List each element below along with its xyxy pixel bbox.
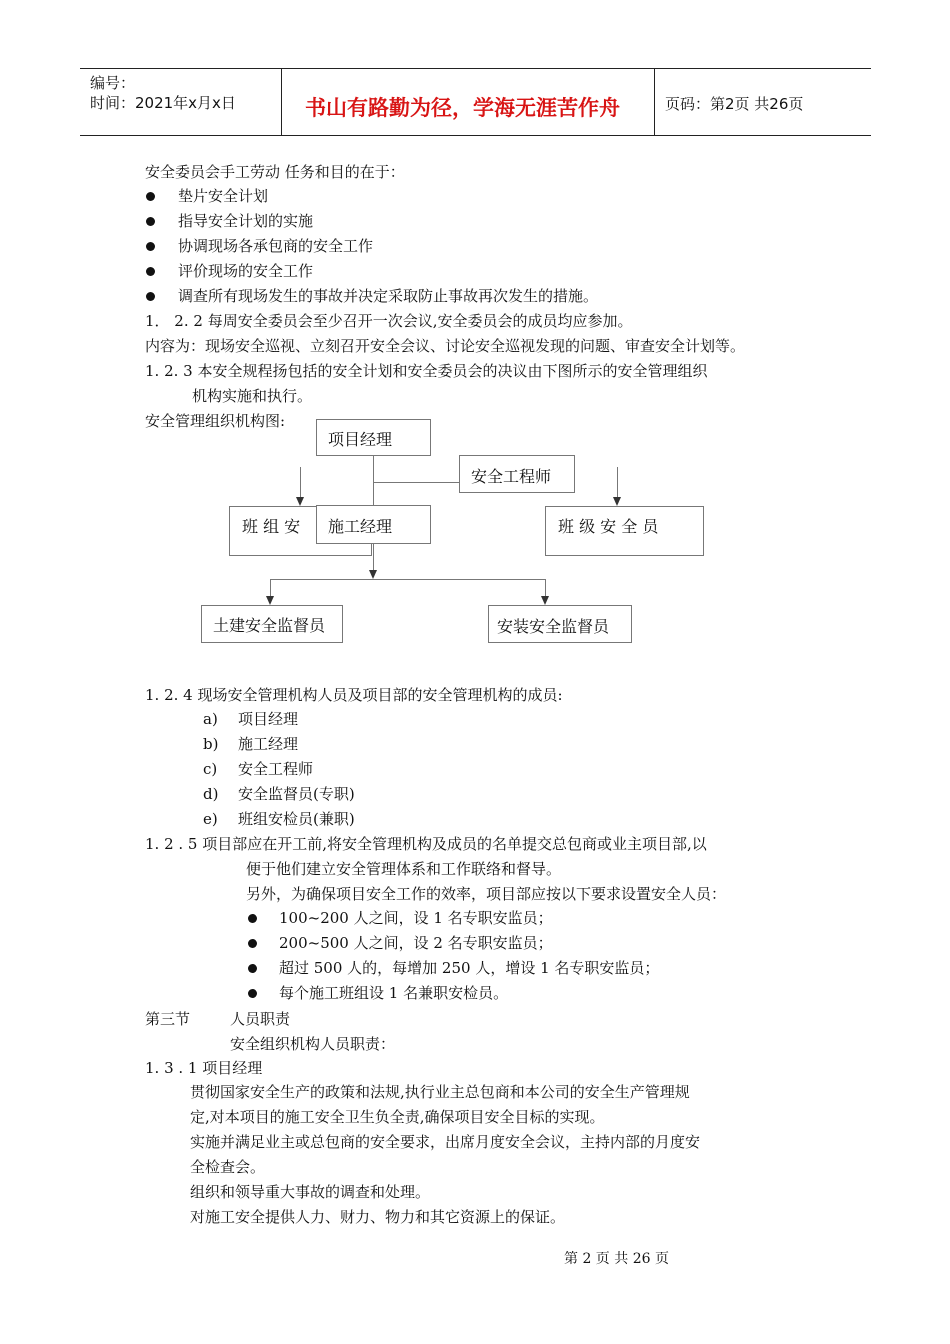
connector-line <box>270 579 546 580</box>
bullet-icon <box>146 217 155 226</box>
header-divider-left <box>281 68 282 135</box>
arrow-down-icon <box>541 596 549 605</box>
intro-text: 安全委员会手工劳动 任务和目的在于： <box>145 163 405 181</box>
node-civil-supervisor-label: 土建安全监督员 <box>213 616 326 635</box>
s125-line3: 另外，为确保项目安全工作的效率，项目部应按以下要求设置安全人员： <box>246 885 727 903</box>
s122-content: 内容为：现场安全巡视、立刻召开安全会议、讨论安全巡视发现的问题、审查安全计划等。 <box>145 337 746 355</box>
page-label: 页码：第2页 共26页 <box>665 95 804 113</box>
list-item: 安全监督员(专职) <box>238 785 355 803</box>
motto: 书山有路勤为径，学海无涯苦作舟 <box>305 96 620 120</box>
arrow-down-icon <box>369 570 377 579</box>
s123-line2: 机构实施和执行。 <box>192 387 313 405</box>
duty-item: 调查所有现场发生的事故并决定采取防止事故再次发生的措施。 <box>178 287 599 305</box>
node-project-manager-label: 项目经理 <box>328 430 393 449</box>
header-divider-right <box>654 68 655 135</box>
s131-heading: 1. 3 . 1 项目经理 <box>145 1059 263 1077</box>
s131-para: 贯彻国家安全生产的政策和法规,执行业主总包商和本公司的安全生产管理规 <box>190 1083 690 1101</box>
staffing-rule: 100~200 人之间，设 1 名专职安监员； <box>279 909 553 927</box>
bullet-icon <box>248 939 257 948</box>
connector-line <box>545 579 546 597</box>
duty-item: 垫片安全计划 <box>178 187 269 205</box>
header-bottom-rule <box>80 135 871 136</box>
connector-line <box>300 467 301 499</box>
duty-item: 指导安全计划的实施 <box>178 212 314 230</box>
bullet-icon <box>146 267 155 276</box>
list-letter: c) <box>203 760 218 778</box>
section3-subtitle: 安全组织机构人员职责： <box>230 1035 396 1053</box>
staffing-rule: 超过 500 人的，每增加 250 人，增设 1 名专职安监员； <box>279 959 660 977</box>
section3-number: 第三节 <box>145 1010 191 1028</box>
s122-line: 1． 2. 2 每周安全委员会至少召开一次会议,安全委员会的成员均应参加。 <box>145 312 633 330</box>
header-top-rule <box>80 68 871 69</box>
bullet-icon <box>248 914 257 923</box>
bullet-icon <box>146 292 155 301</box>
org-chart-caption: 安全管理组织机构图: <box>145 412 286 430</box>
list-letter: e) <box>203 810 218 828</box>
staffing-rule: 200~500 人之间，设 2 名专职安监员； <box>279 934 553 952</box>
arrow-down-icon <box>266 596 274 605</box>
staffing-rule: 每个施工班组设 1 名兼职安检员。 <box>279 984 509 1002</box>
serial-label: 编号： <box>90 74 136 92</box>
duty-item: 协调现场各承包商的安全工作 <box>178 237 374 255</box>
node-safety-engineer-label: 安全工程师 <box>471 467 552 486</box>
page-footer: 第 2 页 共 26 页 <box>564 1251 669 1267</box>
arrow-down-icon <box>296 497 304 506</box>
bullet-icon <box>146 192 155 201</box>
s131-para: 实施并满足业主或总包商的安全要求，出席月度安全会议，主持内部的月度安 <box>190 1133 701 1151</box>
s125-line1: 1. 2 . 5 项目部应在开工前,将安全管理机构及成员的名单提交总包商或业主项目部,以 <box>145 835 707 853</box>
list-letter: d) <box>203 785 219 803</box>
duty-item: 评价现场的安全工作 <box>178 262 314 280</box>
s124-heading: 1. 2. 4 现场安全管理机构人员及项目部的安全管理机构的成员: <box>145 686 563 704</box>
list-letter: b) <box>203 735 219 753</box>
s131-para: 全检查会。 <box>190 1158 266 1176</box>
s125-line2: 便于他们建立安全管理体系和工作联络和督导。 <box>246 860 562 878</box>
node-construction-manager-label: 施工经理 <box>328 517 393 536</box>
node-class-safety-label: 班 级 安 全 员 <box>558 517 659 536</box>
time-label: 时间：2021年x月x日 <box>90 94 236 112</box>
bullet-icon <box>146 242 155 251</box>
connector-line <box>617 467 618 499</box>
s131-para: 组织和领导重大事故的调查和处理。 <box>190 1183 431 1201</box>
section3-title: 人员职责 <box>230 1010 291 1028</box>
node-team-safety-label: 班 组 安 <box>242 517 301 536</box>
arrow-down-icon <box>613 497 621 506</box>
s131-para: 定,对本项目的施工安全卫生负全责,确保项目安全目标的实现。 <box>190 1108 605 1126</box>
node-install-supervisor-label: 安装安全监督员 <box>497 617 610 636</box>
connector-line <box>270 579 271 597</box>
list-letter: a) <box>203 710 218 728</box>
s123-line1: 1. 2. 3 本安全规程扬包括的安全计划和安全委员会的决议由下图所示的安全管理组织 <box>145 362 708 380</box>
list-item: 安全工程师 <box>238 760 314 778</box>
connector-line <box>373 482 459 483</box>
list-item: 施工经理 <box>238 735 299 753</box>
s131-para: 对施工安全提供人力、财力、物力和其它资源上的保证。 <box>190 1208 566 1226</box>
bullet-icon <box>248 989 257 998</box>
list-item: 班组安检员(兼职) <box>238 810 355 828</box>
bullet-icon <box>248 964 257 973</box>
list-item: 项目经理 <box>238 710 299 728</box>
